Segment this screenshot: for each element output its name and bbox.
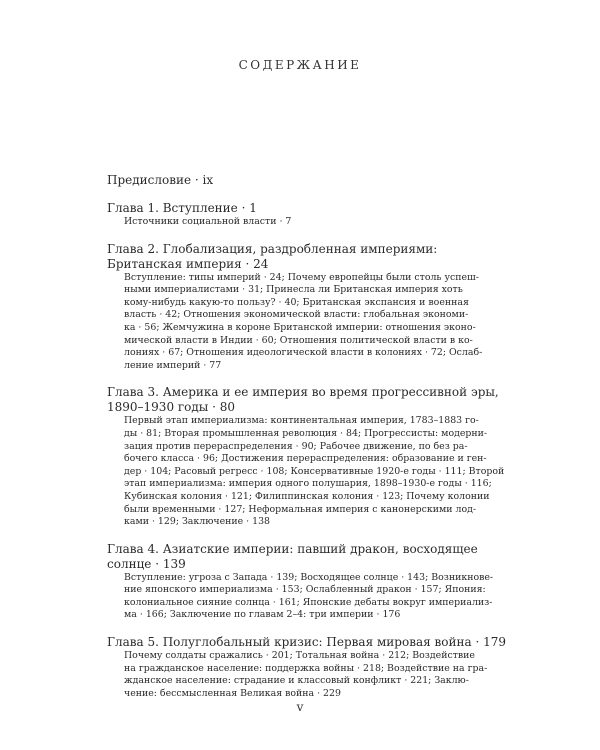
toc-chapter-heading[interactable]	[107, 201, 497, 216]
section-line: Кубинская колония · 121; Филиппинская колония · 123; Почему колонии	[124, 490, 490, 502]
section-line: ками · 129; Заключение · 138	[124, 516, 270, 528]
section-line: Почему солдаты сражались · 201; Тотальная война · 212; Воздействие	[124, 650, 475, 662]
toc-chapter-sections	[107, 572, 497, 622]
section-line: ными империалистами · 31; Принесла ли Британская империя хоть	[124, 284, 463, 296]
chapter-heading-line: Глава 4. Азиатские империи: павший дракон, восходящее	[107, 541, 478, 556]
page-number: v	[296, 700, 304, 714]
page-title: СОДЕРЖАНИЕ	[238, 58, 362, 72]
toc-chapter-heading[interactable]	[107, 635, 506, 650]
toc-chapter-heading[interactable]	[107, 242, 497, 272]
section-line: ма · 166; Заключение по главам 2–4: три империи · 176	[124, 609, 401, 621]
toc-chapter-sections	[107, 650, 497, 700]
section-line: были временными · 127; Неформальная империя с канонерскими лод-	[124, 503, 477, 515]
toc-preface[interactable]	[107, 173, 497, 188]
section-line: ление империй · 77	[124, 359, 222, 371]
toc-spacer	[107, 372, 497, 385]
section-line: чение: бессмысленная Великая война · 229	[124, 687, 341, 699]
section-line: власть · 42; Отношения экономической власти: глобальная экономи-	[124, 309, 469, 321]
toc-spacer	[107, 529, 497, 542]
chapter-heading-line: 1890–1930 годы · 80	[107, 400, 236, 415]
toc-chapter-heading[interactable]	[107, 542, 497, 572]
chapter-heading-line: солнце · 139	[107, 556, 186, 571]
section-line: мической власти в Индии · 60; Отношения политической власти в ко-	[124, 334, 473, 346]
toc-spacer	[107, 229, 497, 242]
section-line: жданское население: страдание и классовый конфликт · 221; Заклю-	[124, 675, 469, 687]
section-line: Вступление: угроза с Запада · 139; Восходящее солнце · 143; Возникнове-	[124, 571, 494, 583]
table-of-contents	[107, 173, 506, 700]
section-line: ка · 56; Жемчужина в короне Британской империи: отношения эконо-	[124, 321, 476, 333]
toc-spacer	[107, 188, 497, 201]
section-line: бочего класса · 96; Достижения перераспределения: образование и ген-	[124, 453, 487, 465]
section-line: Первый этап империализма: континентальная империя, 1783–1883 го-	[124, 415, 479, 427]
section-line: зация против перераспределения · 90; Рабочее движение, по без ра-	[124, 440, 468, 452]
section-line: лониях · 67; Отношения идеологической власти в колониях · 72; Ослаб-	[124, 347, 483, 359]
section-line: кому-нибудь какую-то пользу? · 40; Британская экспансия и военная	[124, 296, 469, 308]
toc-chapter-sections	[107, 415, 505, 528]
chapter-heading-line: Глава 1. Вступление · 1	[107, 201, 257, 215]
section-line: ды · 81; Вторая промышленная революция · 84; Прогрессисты: модерни-	[124, 427, 488, 439]
section-line: ние японского империализма · 153; Ослабленный дракон · 157; Япония:	[124, 584, 486, 596]
section-line: на гражданское население: поддержка войны · 218; Воздействие на гра-	[124, 662, 488, 674]
toc-spacer	[107, 622, 497, 635]
chapter-heading-line: Глава 2. Глобализация, раздробленная империями:	[107, 241, 438, 256]
section-line: дер · 104; Расовый регресс · 108; Консервативные 1920-е годы · 111; Второй	[124, 465, 505, 477]
section-line: колониальное сияние солнца · 161; Японские дебаты вокруг империализ-	[124, 596, 493, 608]
section-line: Источники социальной власти · 7	[124, 216, 292, 227]
toc-chapter-sections	[107, 272, 497, 373]
toc-preface-label: Предисловие · ix	[107, 173, 214, 187]
toc-chapter-heading[interactable]	[107, 385, 497, 415]
section-line: этап империализма: империя одного полушария, 1898–1930-е годы · 116;	[124, 478, 492, 490]
chapter-heading-line: Глава 5. Полуглобальный кризис: Первая мировая война · 179	[107, 635, 506, 650]
chapter-heading-line: Британская империя · 24	[107, 256, 269, 271]
section-line: Вступление: типы империй · 24; Почему европейцы были столь успеш-	[124, 271, 479, 283]
toc-chapter-sections	[107, 216, 497, 229]
chapter-heading-line: Глава 3. Америка и ее империя во время прогрессивной эры,	[107, 385, 499, 400]
